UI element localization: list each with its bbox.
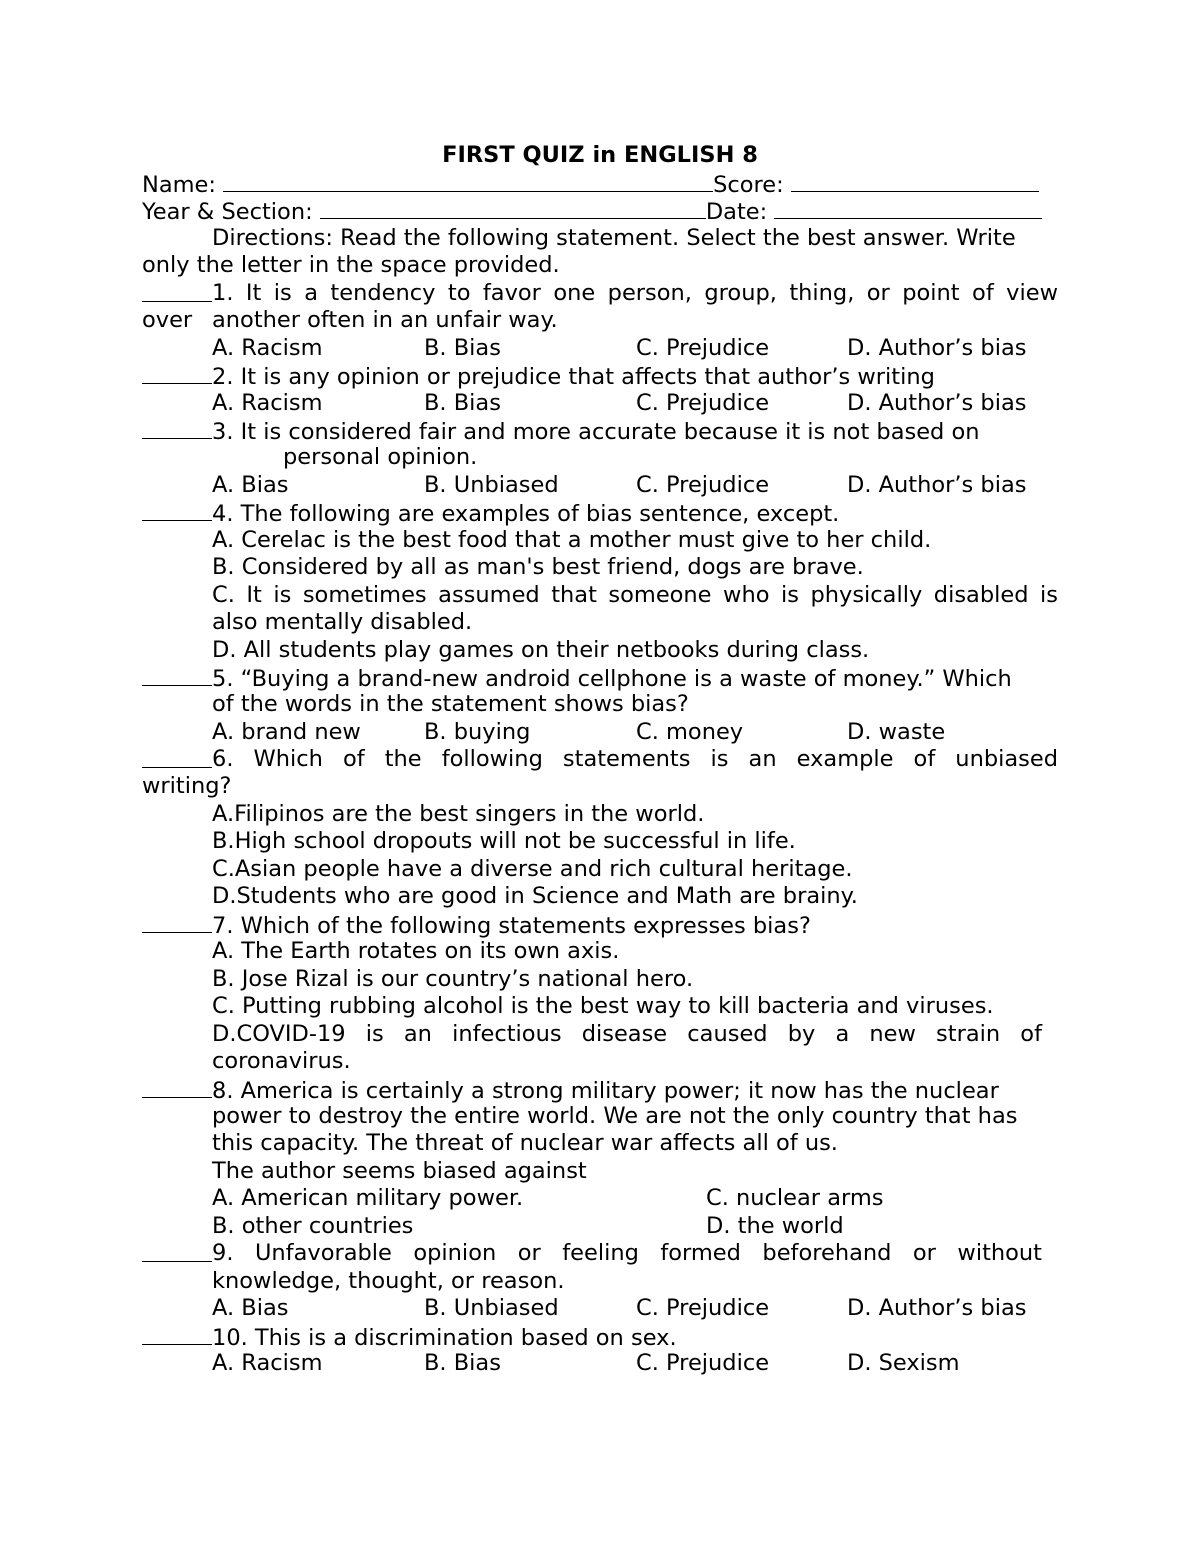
choice-8c: C. nuclear arms	[706, 1185, 884, 1211]
question-5-line-2: of the words in the statement shows bias?	[212, 691, 689, 717]
choice-7b: B. Jose Rizal is our country’s national hero.	[212, 966, 694, 992]
choice-8d: D. the world	[706, 1213, 844, 1239]
answer-blank-1[interactable]	[142, 280, 212, 302]
question-9-text: 9. Unfavorable opinion or feeling formed beforehand or without	[212, 1240, 1042, 1266]
question-2-text: 2. It is any opinion or prejudice that affects that author’s writing	[212, 364, 935, 390]
question-3-text: 3. It is considered fair and more accurate because it is not based on	[212, 419, 980, 445]
score-label: Score:	[713, 172, 784, 198]
answer-blank-6[interactable]	[142, 746, 212, 768]
question-1-over: over	[142, 307, 193, 333]
choice-1a: A. Racism	[212, 335, 323, 361]
page-title: FIRST QUIZ in ENGLISH 8	[442, 142, 758, 168]
choice-4c-cont: also mentally disabled.	[212, 609, 473, 635]
answer-blank-3[interactable]	[142, 417, 212, 439]
name-field-row	[142, 170, 1039, 199]
choice-9a: A. Bias	[212, 1295, 289, 1321]
choice-2a: A. Racism	[212, 390, 323, 416]
question-4	[142, 499, 1058, 528]
choice-7a: A. The Earth rotates on its own axis.	[212, 938, 620, 964]
choice-10c: C. Prejudice	[636, 1350, 770, 1376]
choice-7d: D.COVID-19 is an infectious disease caused by a new strain of	[212, 1021, 1042, 1047]
choice-5c: C. money	[636, 719, 744, 745]
answer-blank-7[interactable]	[142, 911, 212, 933]
choice-4d: D. All students play games on their netbooks during class.	[212, 637, 870, 663]
choice-4c: C. It is sometimes assumed that someone who is physically disabled is	[212, 582, 1058, 608]
directions-line-2: only the letter in the space provided.	[142, 252, 560, 278]
answer-blank-2[interactable]	[142, 362, 212, 384]
question-8-text: 8. America is certainly a strong military power; it now has the nuclear	[212, 1078, 999, 1104]
choice-10d: D. Sexism	[847, 1350, 960, 1376]
year-field-row	[142, 197, 1042, 226]
choice-6c: C.Asian people have a diverse and rich cultural heritage.	[212, 856, 853, 882]
question-7-text: 7. Which of the following statements expresses bias?	[212, 913, 811, 939]
question-8	[142, 1076, 1058, 1105]
question-4-text: 4. The following are examples of bias sentence, except.	[212, 501, 840, 527]
choice-9d: D. Author’s bias	[847, 1295, 1027, 1321]
choice-5d: D. waste	[847, 719, 946, 745]
date-blank[interactable]	[774, 197, 1042, 219]
question-8-line-2: power to destroy the entire world. We are not the only country that has	[212, 1103, 1018, 1129]
choice-10b: B. Bias	[424, 1350, 501, 1376]
answer-blank-9[interactable]	[142, 1240, 212, 1262]
choice-7c: C. Putting rubbing alcohol is the best way to kill bacteria and viruses.	[212, 993, 994, 1019]
question-10	[142, 1323, 1058, 1352]
question-9-line-2: knowledge, thought, or reason.	[212, 1268, 565, 1294]
name-blank[interactable]	[223, 170, 713, 192]
question-1	[142, 280, 1058, 307]
choice-9c: C. Prejudice	[636, 1295, 770, 1321]
question-9	[142, 1240, 1042, 1267]
question-3	[142, 417, 1058, 446]
question-2	[142, 362, 1058, 391]
choice-7d-cont: coronavirus.	[212, 1048, 351, 1074]
choice-1c: C. Prejudice	[636, 335, 770, 361]
year-section-blank[interactable]	[320, 197, 706, 219]
choice-3d: D. Author’s bias	[847, 472, 1027, 498]
question-5-text: 5. “Buying a brand-new android cellphone is a waste of money.” Which	[212, 666, 1012, 692]
answer-blank-8[interactable]	[142, 1076, 212, 1098]
question-6	[142, 746, 1058, 773]
choice-2c: C. Prejudice	[636, 390, 770, 416]
question-5	[142, 664, 1058, 693]
score-blank[interactable]	[791, 170, 1039, 192]
choice-4b: B. Considered by all as man's best friend, dogs are brave.	[212, 554, 864, 580]
question-1-text: 1. It is a tendency to favor one person, group, thing, or point of view	[212, 280, 1058, 306]
question-7	[142, 911, 1058, 940]
choice-6d: D.Students who are good in Science and Math are brainy.	[212, 883, 858, 909]
choice-6b: B.High school dropouts will not be successful in life.	[212, 828, 796, 854]
choice-3c: C. Prejudice	[636, 472, 770, 498]
choice-8b: B. other countries	[212, 1213, 414, 1239]
directions-line-1: Directions: Read the following statement. Select the best answer. Write	[212, 225, 1016, 251]
choice-3b: B. Unbiased	[424, 472, 559, 498]
question-8-line-4: The author seems biased against	[212, 1158, 587, 1184]
choice-2d: D. Author’s bias	[847, 390, 1027, 416]
choice-1d: D. Author’s bias	[847, 335, 1027, 361]
year-section-label: Year & Section:	[142, 199, 313, 225]
date-label: Date:	[705, 199, 768, 225]
choice-3a: A. Bias	[212, 472, 289, 498]
choice-5a: A. brand new	[212, 719, 361, 745]
question-8-line-3: this capacity. The threat of nuclear war affects all of us.	[212, 1130, 838, 1156]
answer-blank-4[interactable]	[142, 499, 212, 521]
choice-8a: A. American military power.	[212, 1185, 524, 1211]
choice-6a: A.Filipinos are the best singers in the world.	[212, 801, 705, 827]
question-1-line-2	[142, 307, 1058, 334]
choice-9b: B. Unbiased	[424, 1295, 559, 1321]
question-6-text: 6. Which of the following statements is an example of unbiased	[212, 746, 1058, 772]
choice-5b: B. buying	[424, 719, 531, 745]
question-1-cont: another often in an unfair way.	[212, 307, 558, 333]
choice-2b: B. Bias	[424, 390, 501, 416]
question-3-line-2: personal opinion.	[283, 444, 478, 470]
question-6-line-2: writing?	[142, 773, 232, 799]
question-10-text: 10. This is a discrimination based on sex.	[212, 1325, 677, 1351]
answer-blank-5[interactable]	[142, 664, 212, 686]
choice-10a: A. Racism	[212, 1350, 323, 1376]
answer-blank-10[interactable]	[142, 1323, 212, 1345]
choice-4a: A. Cerelac is the best food that a mother must give to her child.	[212, 527, 932, 553]
choice-1b: B. Bias	[424, 335, 501, 361]
name-label: Name:	[142, 172, 216, 198]
